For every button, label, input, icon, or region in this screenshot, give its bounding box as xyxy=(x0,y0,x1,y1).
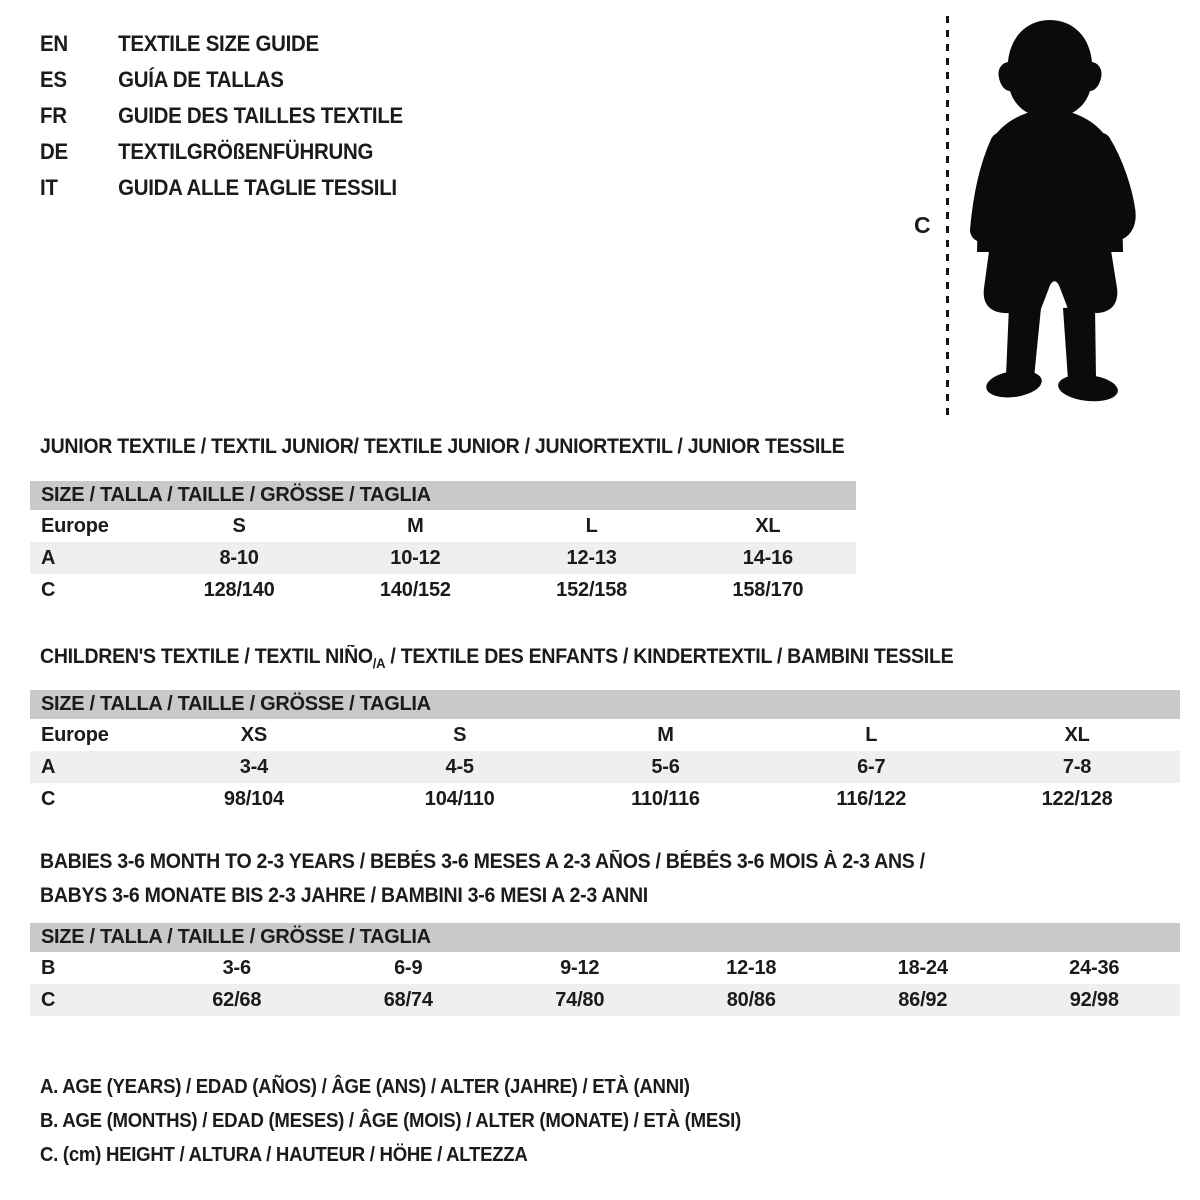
table-cell: 128/140 xyxy=(203,578,275,601)
table-cell: 104/110 xyxy=(424,787,495,810)
table-cell: 122/128 xyxy=(1041,787,1113,810)
children-title-subscript: /A xyxy=(372,655,386,671)
table-row xyxy=(30,751,1180,783)
lang-title: GUÍA DE TALLAS xyxy=(118,67,284,92)
table-cell: 74/80 xyxy=(555,988,605,1011)
table-row xyxy=(30,719,1180,751)
row-label: C xyxy=(41,787,56,810)
table-row xyxy=(30,510,856,542)
table-cell: 14-16 xyxy=(742,546,793,569)
table-row xyxy=(30,783,1180,815)
table-cell: 12-18 xyxy=(726,956,777,979)
table-cell: 18-24 xyxy=(897,956,948,979)
table-cell: 3-6 xyxy=(222,956,251,979)
lang-row-es xyxy=(40,62,403,98)
table-cell: 152/158 xyxy=(556,578,628,601)
junior-size-table xyxy=(30,481,856,606)
size-col-header: S xyxy=(453,723,467,746)
size-col-header: L xyxy=(865,723,878,746)
lang-code: FR xyxy=(40,103,67,128)
table-cell: 7-8 xyxy=(1062,755,1092,778)
table-cell: 92/98 xyxy=(1069,988,1119,1011)
babies-section-title-line2: BABYS 3-6 MONATE BIS 2-3 JAHRE / BAMBINI 3-6 MESI A 2-3 ANNI xyxy=(40,884,648,907)
region-label: Europe xyxy=(41,723,109,746)
size-col-header: XL xyxy=(1064,723,1090,746)
size-col-header: M xyxy=(657,723,674,746)
table-cell: 24-36 xyxy=(1069,956,1120,979)
children-title-part1: CHILDREN'S TEXTILE / TEXTIL NIÑO xyxy=(40,645,373,668)
babies-section-title-line1: BABIES 3-6 MONTH TO 2-3 YEARS / BEBÉS 3-6 MESES A 2-3 AÑOS / BÉBÉS 3-6 MOIS À 2-3 ANS / xyxy=(40,850,925,873)
footnotes xyxy=(40,1070,794,1172)
footnote-a: A. AGE (YEARS) / EDAD (AÑOS) / ÂGE (ANS) / ALTER (JAHRE) / ETÀ (ANNI) xyxy=(40,1076,690,1098)
children-size-table xyxy=(30,690,1180,815)
language-title-list xyxy=(40,26,430,206)
height-measure-dashed-line xyxy=(946,16,949,416)
babies-size-table xyxy=(30,923,1180,1016)
toddler-silhouette-illustration xyxy=(960,12,1145,422)
table-row xyxy=(30,542,856,574)
table-cell: 12-13 xyxy=(566,546,617,569)
size-header-label: SIZE / TALLA / TAILLE / GRÖSSE / TAGLIA xyxy=(41,693,431,715)
table-cell: 68/74 xyxy=(383,988,433,1011)
table-cell: 8-10 xyxy=(219,546,259,569)
table-header-bar xyxy=(30,481,856,510)
table-cell: 110/116 xyxy=(631,787,700,810)
table-cell: 3-4 xyxy=(239,755,269,778)
lang-code: DE xyxy=(40,139,68,164)
table-header-bar xyxy=(30,690,1180,719)
table-cell: 6-7 xyxy=(857,755,886,778)
table-cell: 4-5 xyxy=(445,755,474,778)
junior-section-title: JUNIOR TEXTILE / TEXTIL JUNIOR/ TEXTILE JUNIOR / JUNIORTEXTIL / JUNIOR TESSILE xyxy=(40,435,845,458)
lang-title: TEXTILGRÖßENFÜHRUNG xyxy=(118,139,374,164)
lang-code: IT xyxy=(40,175,58,200)
table-cell: 5-6 xyxy=(651,755,680,778)
lang-title: GUIDE DES TAILLES TEXTILE xyxy=(118,103,403,128)
table-cell: 116/122 xyxy=(836,787,907,810)
table-row xyxy=(30,984,1180,1016)
size-col-header: XS xyxy=(240,723,268,746)
row-label: A xyxy=(41,755,56,778)
lang-row-de xyxy=(40,134,403,170)
lang-code: EN xyxy=(40,31,68,56)
table-cell: 6-9 xyxy=(394,956,423,979)
table-cell: 62/68 xyxy=(212,988,262,1011)
size-col-header: L xyxy=(585,514,598,537)
lang-row-en xyxy=(40,26,403,62)
footnote-b: B. AGE (MONTHS) / EDAD (MESES) / ÂGE (MOIS) / ALTER (MONATE) / ETÀ (MESI) xyxy=(40,1110,741,1132)
size-col-header: M xyxy=(407,514,424,537)
table-row xyxy=(30,952,1180,984)
lang-title: TEXTILE SIZE GUIDE xyxy=(118,31,319,56)
table-header-bar xyxy=(30,923,1180,952)
row-label: C xyxy=(41,578,56,601)
table-cell: 86/92 xyxy=(898,988,948,1011)
table-cell: 9-12 xyxy=(560,956,600,979)
table-cell: 158/170 xyxy=(732,578,804,601)
size-header-label: SIZE / TALLA / TAILLE / GRÖSSE / TAGLIA xyxy=(41,926,431,948)
table-cell: 140/152 xyxy=(379,578,451,601)
table-cell: 80/86 xyxy=(726,988,776,1011)
footnote-c: C. (cm) HEIGHT / ALTURA / HAUTEUR / HÖHE / ALTEZZA xyxy=(40,1144,528,1166)
row-label: C xyxy=(41,988,56,1011)
lang-row-fr xyxy=(40,98,403,134)
table-cell: 10-12 xyxy=(390,546,441,569)
table-row xyxy=(30,574,856,606)
lang-row-it xyxy=(40,170,403,206)
row-label: A xyxy=(41,546,56,569)
size-col-header: S xyxy=(232,514,246,537)
children-section-title xyxy=(40,644,953,676)
lang-title: GUIDA ALLE TAGLIE TESSILI xyxy=(118,175,397,200)
size-header-label: SIZE / TALLA / TAILLE / GRÖSSE / TAGLIA xyxy=(41,484,431,506)
height-measure-label: C xyxy=(914,212,931,238)
size-col-header: XL xyxy=(755,514,781,537)
table-cell: 98/104 xyxy=(223,787,284,810)
lang-code: ES xyxy=(40,67,67,92)
row-label: B xyxy=(41,956,56,979)
region-label: Europe xyxy=(41,514,109,537)
children-title-part2: / TEXTILE DES ENFANTS / KINDERTEXTIL / BAMBINI TESSILE xyxy=(385,645,954,668)
